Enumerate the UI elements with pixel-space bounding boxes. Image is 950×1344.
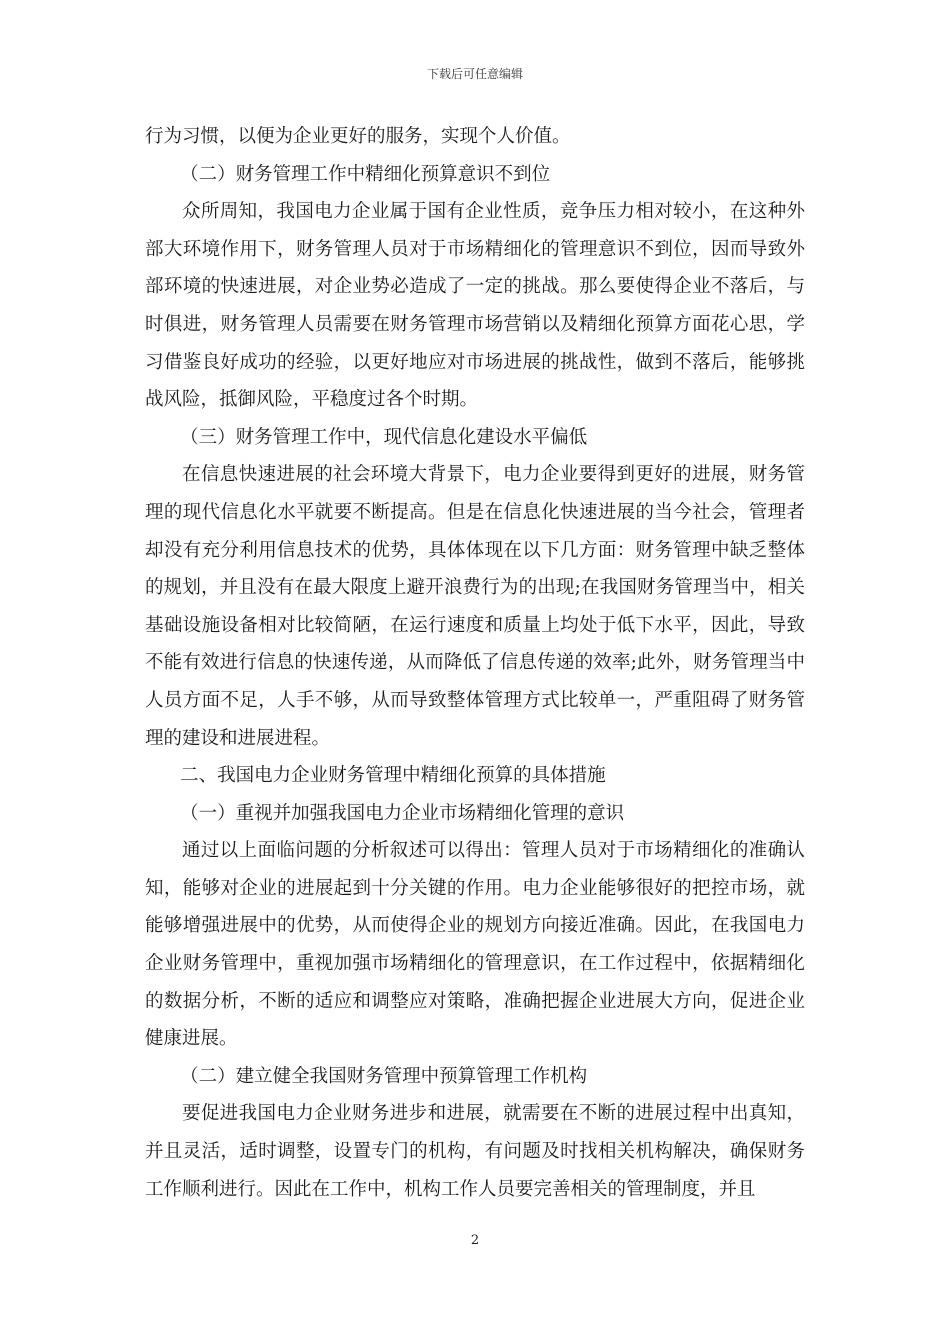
paragraph: 众所周知，我国电力企业属于国有企业性质，竞争压力相对较小，在这种外部大环境作用下，财务管理人员对于市场精细化的管理意识不到位，因而导致外部环境的快速进展，对企业势必造成了一定的挑战。那么要使得企业不落后，与时俱进，财务管理人员需要在财务管理市场营销以及精细化预算方面花心思，学习借鉴良好成功的经验，以更好地应对市场进展的挑战性，做到不落后，能够挑战风险，抵御风险，平稳度过各个时期。 [145, 201, 805, 411]
paragraph: 在信息快速进展的社会环境大背景下，电力企业要得到更好的进展，财务管理的现代信息化水平就要不断提高。但是在信息化快速进展的当今社会，管理者却没有充分利用信息技术的优势，具体体现在以下几方面：财务管理中缺乏整体的规划，并且没有在最大限度上避开浪费行为的出现;在我国财务管理当中，相关基础设施设备相对比较简陋，在运行速度和质量上均处于低下水平，因此，导致不能有效进行信息的快速传递，从而降低了信息传递的效率;此外，财务管理当中人员方面不足，人手不够，从而导致整体管理方式比较单一，严重阻碍了财务管理的建设和进展进程。 [145, 464, 805, 749]
page-header: 下载后可任意编辑 [426, 67, 523, 81]
document-body [145, 118, 805, 1208]
subsection-heading: （二）财务管理工作中精细化预算意识不到位 [180, 163, 551, 185]
paragraph: 通过以上面临问题的分析叙述可以得出：管理人员对于市场精细化的准确认知，能够对企业的进展起到十分关键的作用。电力企业能够很好的把控市场，就能够增强进展中的优势，从而使得企业的规划方向接近准确。因此，在我国电力企业财务管理中，重视加强市场精细化的管理意识，在工作过程中，依据精细化的数据分析，不断的适应和调整应对策略，准确把握企业进展大方向，促进企业健康进展。 [145, 840, 805, 1050]
page-number: 2 [470, 1233, 480, 1248]
section-heading: 二、我国电力企业财务管理中精细化预算的具体措施 [180, 765, 606, 787]
paragraph: 要促进我国电力企业财务进步和进展，就需要在不断的进展过程中出真知，并且灵活，适时调整，设置专门的机构，有问题及时找相关机构解决，确保财务工作顺利进行。因此在工作中，机构工作人员要完善相关的管理制度，并且 [145, 1103, 805, 1200]
paragraph-continued: 行为习惯，以便为企业更好的服务，实现个人价值。 [145, 126, 571, 147]
subsection-heading: （二）建立健全我国财务管理中预算管理工作机构 [180, 1065, 588, 1087]
subsection-heading: （三）财务管理工作中，现代信息化建设水平偏低 [180, 426, 588, 448]
subsection-heading: （一）重视并加强我国电力企业市场精细化管理的意识 [180, 802, 625, 824]
